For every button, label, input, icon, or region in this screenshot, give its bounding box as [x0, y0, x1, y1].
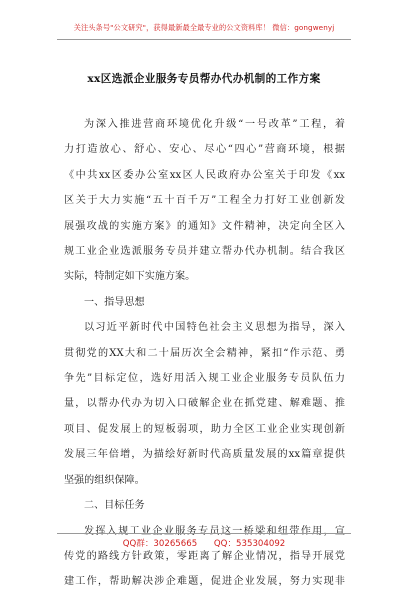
body-line: 区关于大力实施“五十百千万”工程全力打好工业创新发 — [64, 195, 345, 207]
body-line: 坚强的组织保障。 — [64, 474, 145, 486]
footer-qq-group: QQ群：30265665 — [122, 539, 198, 549]
header-banner: 关注头条号"公文研究"，获得最新最全最专业的公文资料库！ 微信：gongwenyj — [73, 23, 335, 32]
body-line: 传党的路线方针政策，零距离了解企业情况，指导开展党 — [64, 550, 345, 562]
body-line: 贯彻党的XX大和二十届历次全会精神，紧扣“作示范、勇 — [64, 347, 345, 359]
body-line: 争先”目标定位，选好用活入规工业企业服务专员队伍力 — [64, 373, 345, 385]
body-line: 发展三年倍增，为描绘好新时代高质量发展的xx篇章提供 — [64, 449, 345, 461]
footer-qq-number: QQ：535304092 — [213, 539, 286, 549]
body-line: 以习近平新时代中国特色社会主义思想为指导，深入 — [84, 322, 345, 334]
body-line: 建工作，帮助解决涉企难题，促进企业发展，努力实现非 — [64, 576, 345, 588]
body-line: 力打造放心、舒心、安心、尽心“四心”营商环境，根据 — [64, 144, 345, 156]
footer-divider — [57, 533, 351, 534]
body-line: 发挥入规工业企业服务专员这一桥梁和纽带作用，宣 — [84, 525, 345, 537]
body-paragraphs — [64, 112, 345, 595]
body-line: 规工业企业选派服务专员并建立帮办代办机制。结合我区 — [64, 246, 345, 258]
header-divider — [57, 39, 351, 40]
body-line: 展强攻战的实施方案》的通知》文件精神，决定向全区入 — [64, 220, 345, 232]
footer-contact — [0, 537, 408, 549]
body-line: 项目、促发展上的短板弱项，助力全区工业企业实现创新 — [64, 423, 345, 435]
body-line: 量，以帮办代办为切入口破解企业在抓党建、解难题、推 — [64, 398, 345, 410]
document-title: xx区选派企业服务专员帮办代办机制的工作方案 — [87, 73, 321, 85]
body-line: 为深入推进营商环境优化升级“一号改革”工程，着 — [84, 119, 345, 130]
body-line: 一、指导思想 — [84, 296, 145, 308]
body-line: 实际，特制定如下实施方案。 — [64, 271, 196, 283]
body-line: 二、目标任务 — [84, 500, 145, 512]
document-body — [64, 112, 345, 595]
body-line: 《中共xx区委办公室xx区人民政府办公室关于印发《xx — [64, 169, 345, 181]
